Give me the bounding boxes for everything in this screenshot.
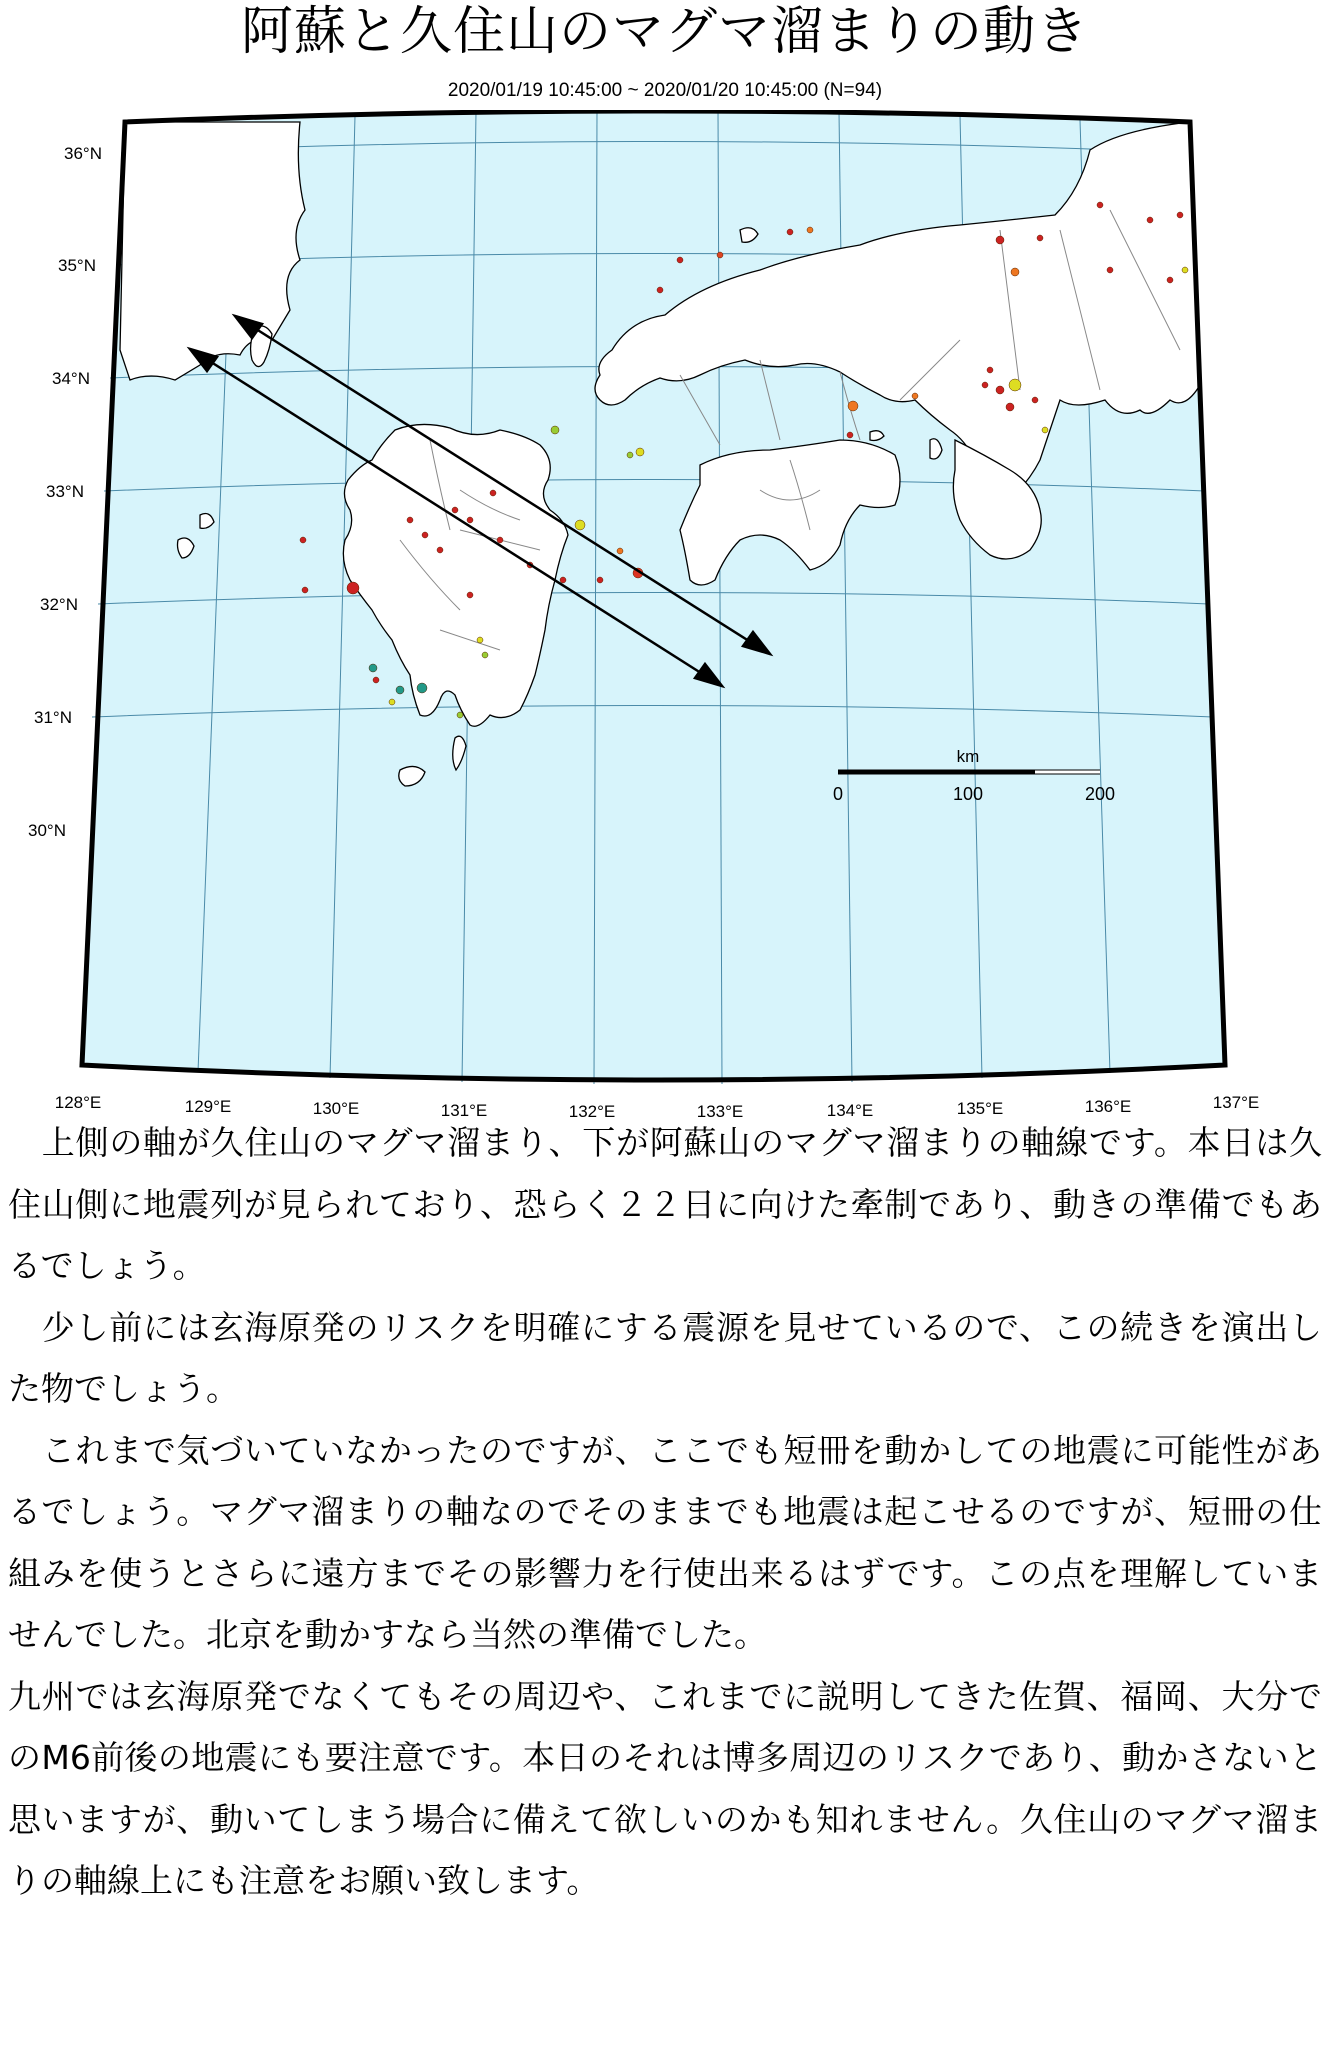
quake-marker	[657, 287, 663, 293]
quake-marker	[467, 592, 473, 598]
lat-label: 32°N	[40, 595, 78, 614]
quake-marker	[300, 537, 306, 543]
lon-label: 129°E	[184, 1097, 232, 1116]
lon-label: 131°E	[440, 1101, 488, 1120]
quake-marker	[1097, 202, 1103, 208]
quake-marker	[996, 236, 1004, 244]
lon-label: 132°E	[568, 1102, 616, 1120]
quake-marker	[1177, 212, 1183, 218]
paragraph: 少し前には玄海原発のリスクを明確にする震源を見せているので、この続きを演出した物でしょう。	[8, 1307, 1322, 1408]
quake-marker	[1107, 267, 1113, 273]
lon-label: 137°E	[1212, 1093, 1260, 1112]
quake-marker	[1037, 235, 1043, 241]
quake-marker	[1006, 403, 1014, 411]
quake-marker	[1009, 379, 1021, 391]
quake-marker	[477, 637, 483, 643]
article-body	[8, 1112, 1322, 1912]
quake-marker	[982, 382, 988, 388]
lon-label: 128°E	[54, 1093, 102, 1112]
lon-label: 135°E	[956, 1099, 1004, 1118]
quake-marker	[787, 229, 793, 235]
lon-label: 133°E	[696, 1102, 744, 1120]
quake-marker	[848, 401, 858, 411]
paragraph: 上側の軸が久住山のマグマ溜まり、下が阿蘇山のマグマ溜まりの軸線です。本日は久住山側に地震列が見られており、恐らく２２日に向けた牽制であり、動きの準備でもあるでしょう。	[8, 1123, 1322, 1285]
quake-marker	[407, 517, 413, 523]
quake-marker	[677, 257, 683, 263]
quake-marker	[369, 664, 377, 672]
quake-marker	[636, 448, 644, 456]
quake-marker	[467, 517, 473, 523]
lat-label: 35°N	[58, 256, 96, 275]
lat-label: 34°N	[52, 369, 90, 388]
page-title: 阿蘇と久住山のマグマ溜まりの動き	[240, 2, 1089, 62]
quake-marker	[627, 452, 633, 458]
quake-marker	[560, 577, 566, 583]
quake-marker	[1011, 268, 1019, 276]
quake-marker	[996, 386, 1004, 394]
lat-label: 31°N	[34, 708, 72, 727]
quake-marker	[551, 426, 559, 434]
quake-marker	[422, 532, 428, 538]
quake-marker	[1042, 427, 1048, 433]
quake-marker	[452, 507, 458, 513]
quake-marker	[1167, 277, 1173, 283]
lat-label: 33°N	[46, 482, 84, 501]
quake-marker	[807, 227, 813, 233]
quake-marker	[497, 537, 503, 543]
quake-marker	[1182, 267, 1188, 273]
lon-label: 134°E	[826, 1101, 874, 1120]
scale-tick: 200	[1084, 784, 1116, 804]
lon-label: 130°E	[312, 1099, 360, 1118]
paragraph: 九州では玄海原発でなくてもその周辺や、これまでに説明してきた佐賀、福岡、大分でのM6前後の地震にも要注意です。本日のそれは博多周辺のリスクであり、動かさないと思いますが、動いてしまう場合に備えて欲しいのかも知れません。久住山のマグマ溜まりの軸線上にも注意をお願い致します。	[8, 1676, 1322, 1900]
quake-marker	[389, 699, 395, 705]
lat-label: 30°N	[28, 821, 66, 840]
quake-marker	[575, 520, 585, 530]
quake-marker	[617, 548, 623, 554]
quake-marker	[490, 490, 496, 496]
quake-marker	[912, 393, 918, 399]
quake-marker	[417, 683, 427, 693]
latitude-labels	[28, 144, 102, 840]
scale-tick: 0	[832, 784, 844, 804]
scale-unit: km	[956, 747, 980, 766]
quake-marker	[1032, 397, 1038, 403]
quake-marker	[396, 686, 404, 694]
scale-tick: 100	[952, 784, 984, 804]
quake-marker	[1147, 217, 1153, 223]
quake-marker	[347, 582, 359, 594]
quake-marker	[717, 252, 723, 258]
quake-marker	[437, 547, 443, 553]
lon-label: 136°E	[1084, 1097, 1132, 1116]
quake-marker	[482, 652, 488, 658]
quake-marker	[847, 432, 853, 438]
quake-marker	[987, 367, 993, 373]
lat-label: 36°N	[64, 144, 102, 163]
quake-marker	[373, 677, 379, 683]
map-subtitle: 2020/01/19 10:45:00 ~ 2020/01/20 10:45:00 (N=94)	[447, 80, 883, 101]
paragraph: これまで気づいていなかったのですが、ここでも短冊を動かしての地震に可能性があるでしょう。マグマ溜まりの軸なのでそのままでも地震は起こせるのですが、短冊の仕組みを使うとさらに遠方までその影響力を行使出来るはずです。この点を理解していませんでした。北京を動かすなら当然の準備でした。	[8, 1430, 1322, 1654]
quake-marker	[597, 577, 603, 583]
earthquake-map	[0, 110, 1330, 1120]
quake-marker	[302, 587, 308, 593]
quake-marker	[457, 712, 463, 718]
